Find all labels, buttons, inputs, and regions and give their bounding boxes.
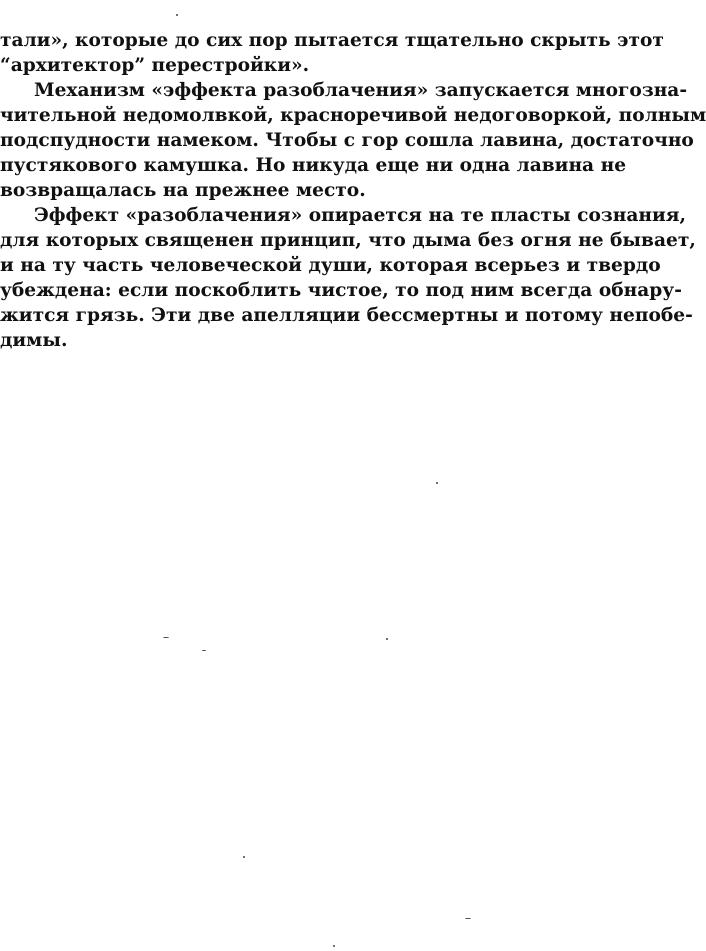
scan-speck [163,637,169,638]
body-text [0,28,706,353]
scan-speck [243,856,245,858]
text-line: димы. [0,330,68,351]
scan-speck [465,918,471,919]
text-line: чительной недомолвкой, красноречивой недоговоркой, полным [0,105,706,126]
text-line: возвращалась на прежнее место. [0,180,366,201]
scan-speck [333,945,335,947]
scan-speck [176,14,178,16]
scan-speck [386,638,388,640]
text-line: “архитектор” перестройки». [0,55,310,76]
scan-speck [202,650,206,651]
text-line: тали», которые до сих пор пытается тщательно скрыть этот [0,30,664,51]
text-line: и на ту часть человеческой души, которая всерьез и твердо [0,255,661,276]
text-line: убеждена: если поскоблить чистое, то под ним всегда обнару- [0,280,682,301]
scan-speck [436,482,438,484]
text-line: Механизм «эффекта разоблачения» запускается многозна- [34,80,688,101]
text-line: Эффект «разоблачения» опирается на те пласты сознания, [34,205,687,226]
text-line: для которых священен принцип, что дыма без огня не бывает, [0,230,696,251]
text-line: пустякового камушка. Но никуда еще ни одна лавина не [0,155,627,176]
text-line: жится грязь. Эти две апелляции бессмертны и потому непобе- [0,305,693,326]
text-line: подспудности намеком. Чтобы с гор сошла лавина, достаточно [0,130,694,151]
